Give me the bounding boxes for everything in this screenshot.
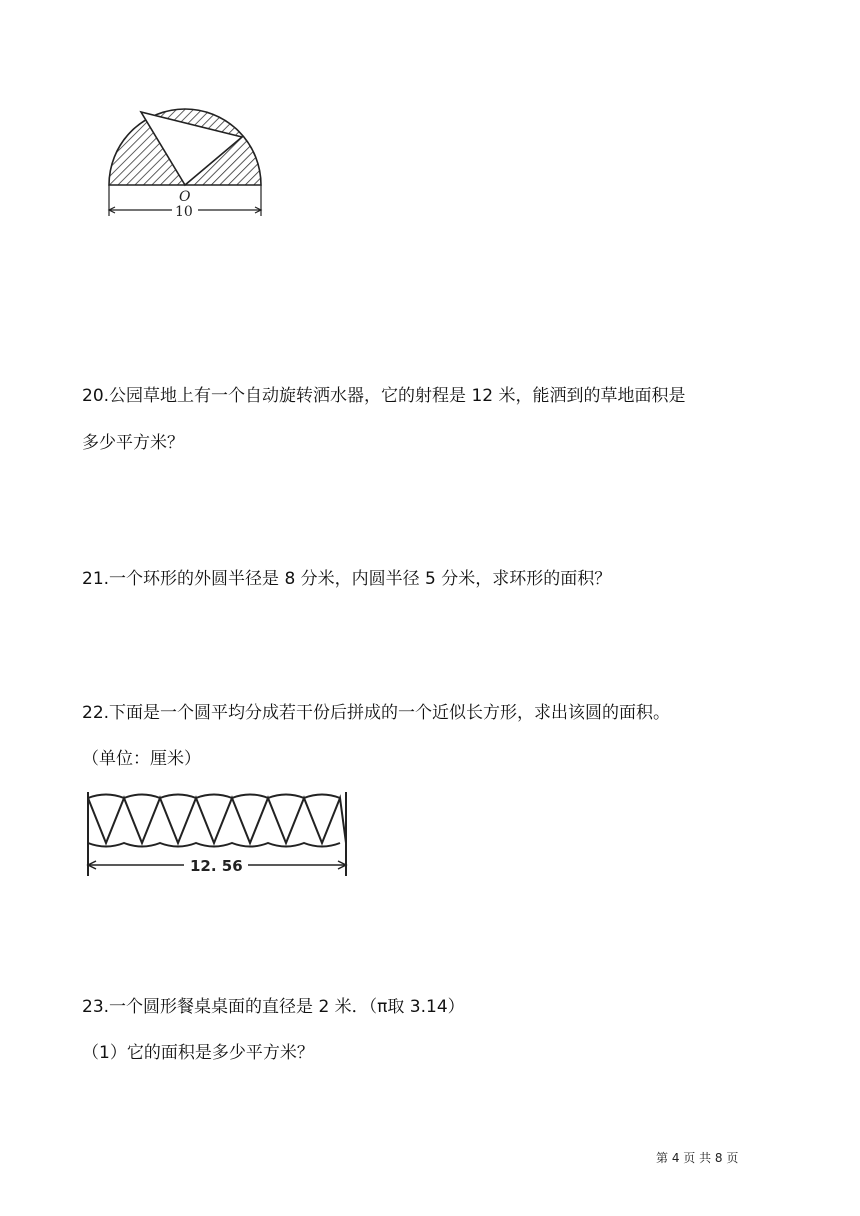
question-20-line1: 20.公园草地上有一个自动旋转洒水器，它的射程是 12 米，能洒到的草地面积是 [82,386,686,406]
question-23-line1: 23.一个圆形餐桌桌面的直径是 2 米．（π取 3.14） [82,997,465,1017]
width-label: 10 [175,204,193,220]
center-label: O [179,189,191,205]
length-label: 12. 56 [190,857,243,875]
question-22-line1: 22.下面是一个圆平均分成若干份后拼成的一个近似长方形，求出该圆的面积。 [82,703,671,723]
question-22-line2: （单位：厘米） [82,749,201,769]
rectangle-figure [82,788,350,880]
semicircle-figure [100,92,270,222]
question-23-line2: （1）它的面积是多少平方米？ [82,1043,314,1063]
question-20-line2: 多少平方米？ [82,433,184,453]
page-footer: 第 4 页 共 8 页 [656,1151,739,1165]
question-21-line1: 21.一个环形的外圆半径是 8 分米，内圆半径 5 分米，求环形的面积？ [82,569,612,589]
